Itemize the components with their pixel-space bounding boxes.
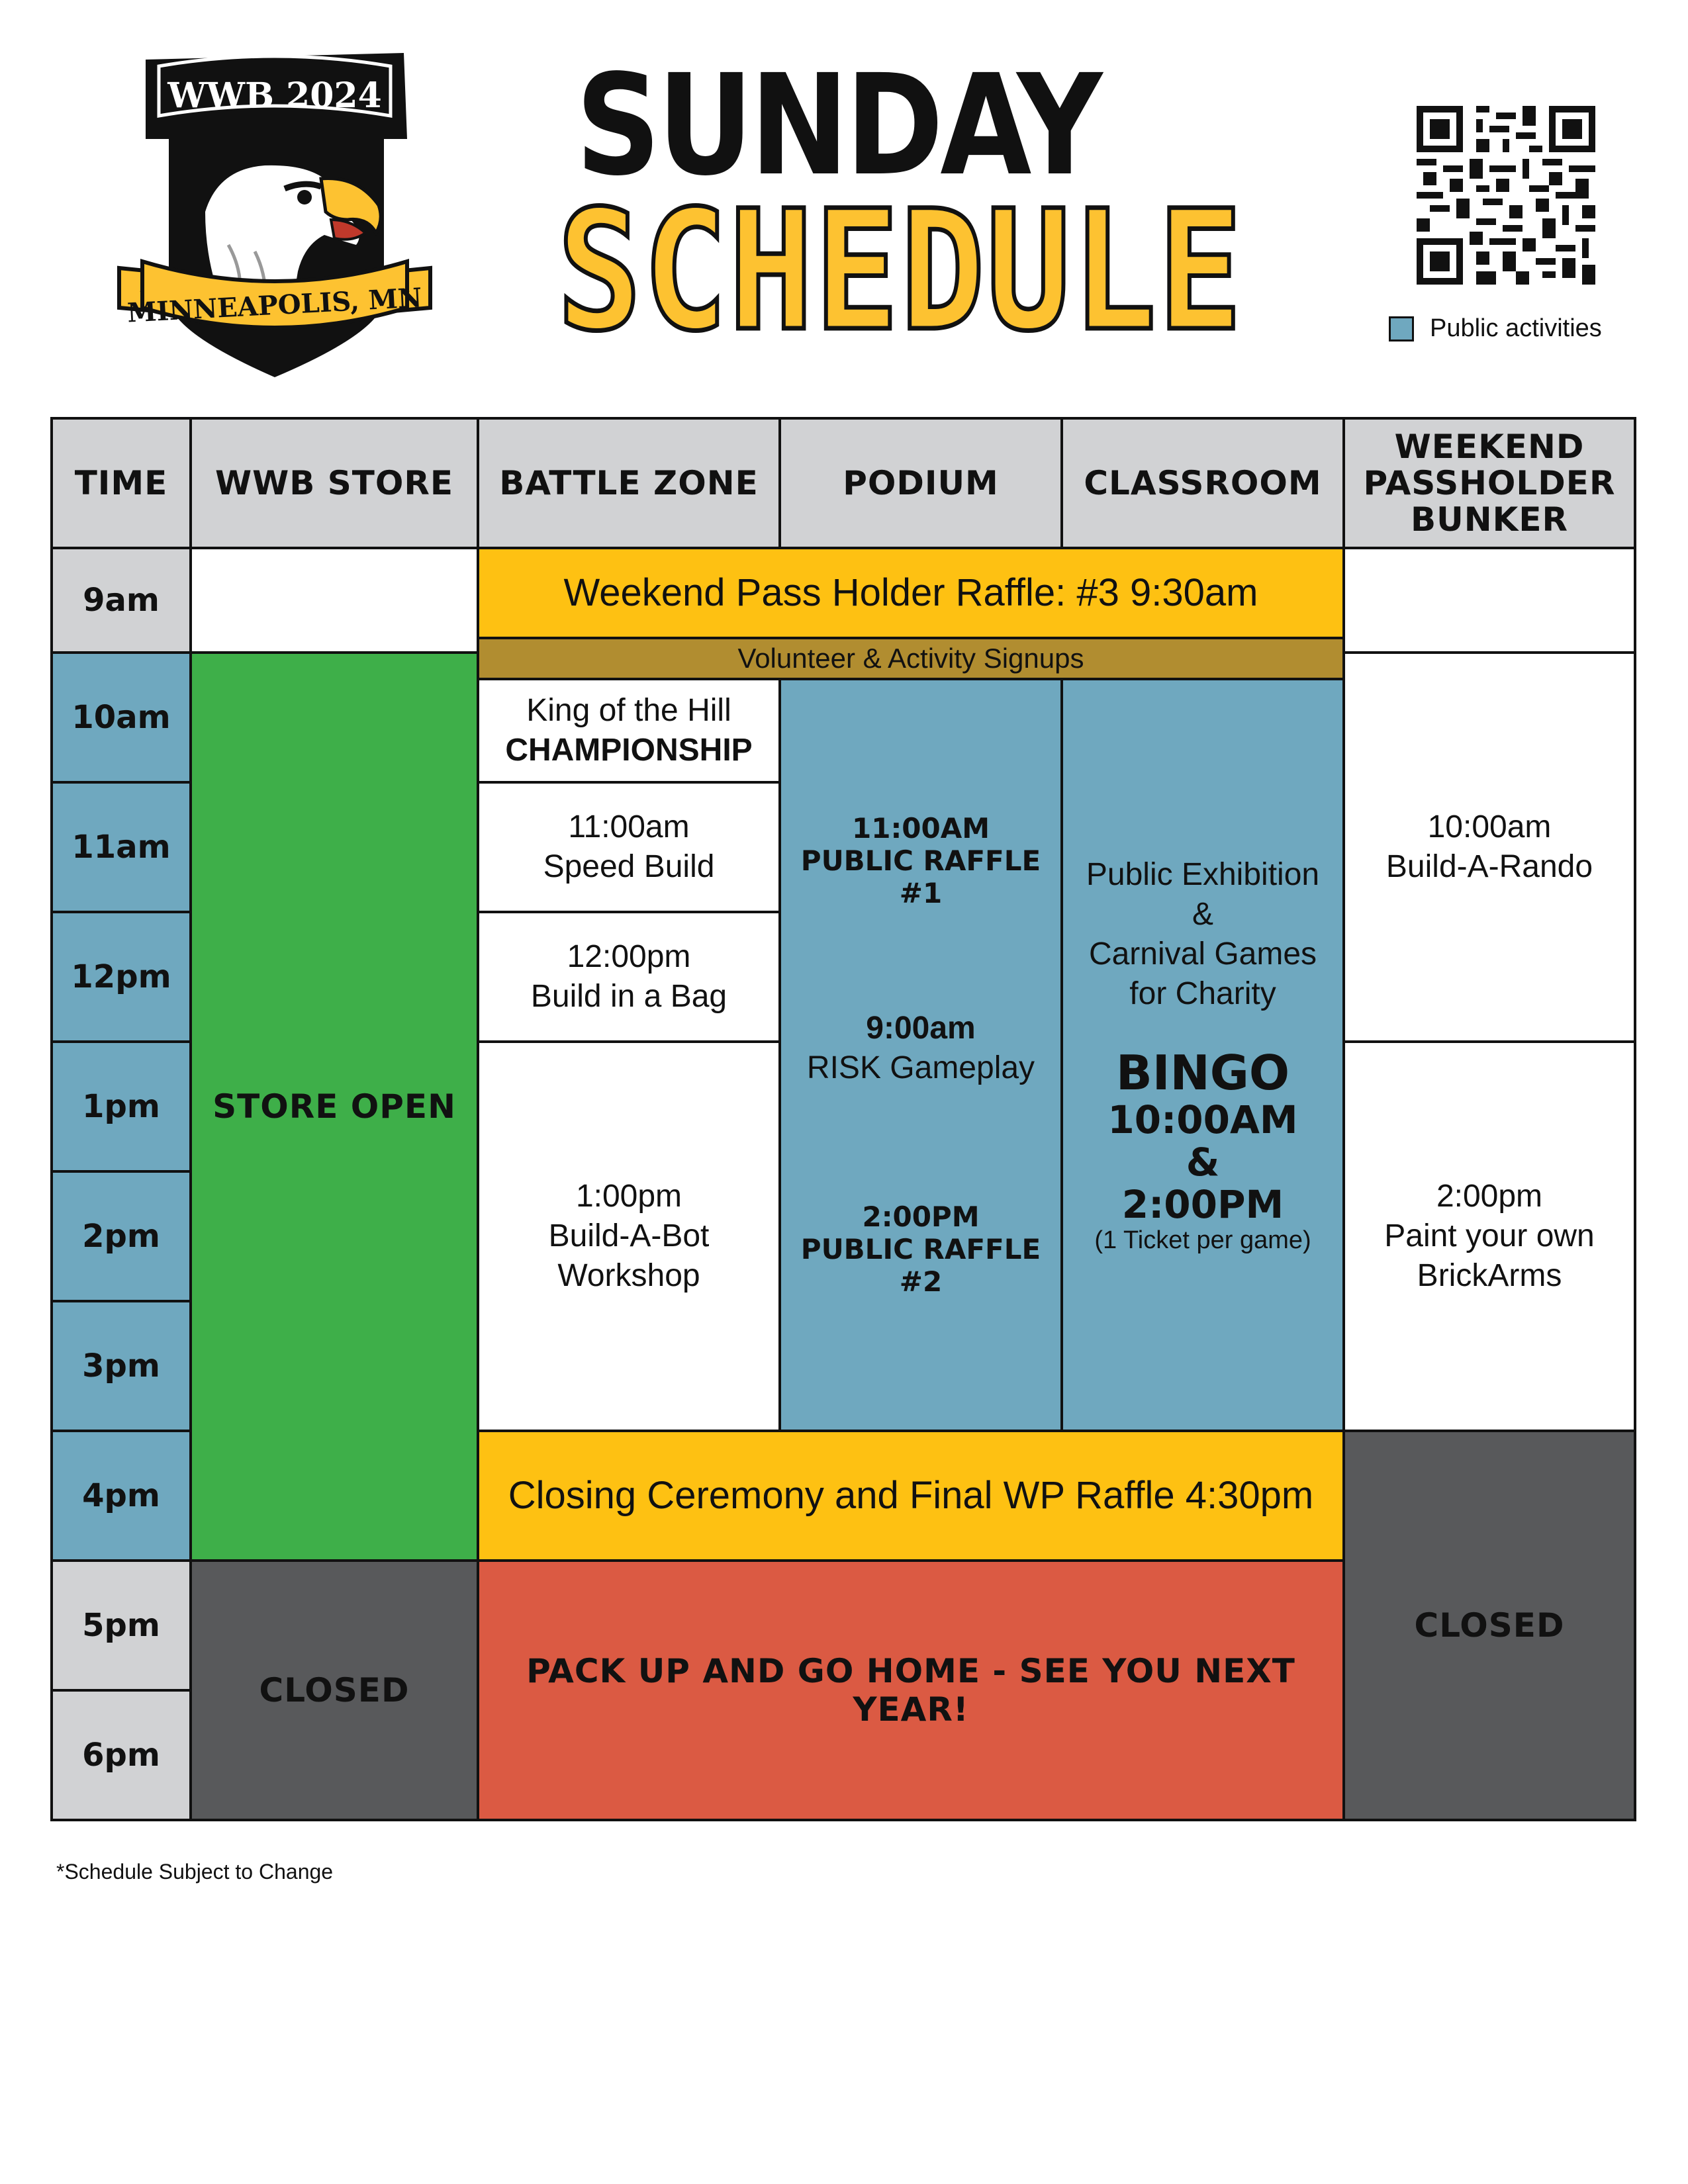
title-sunday: SUNDAY [575, 44, 1100, 206]
footnote: *Schedule Subject to Change [56, 1860, 334, 1884]
time-4pm: 4pm [50, 1430, 192, 1562]
paint-line2: BrickArms [1417, 1258, 1562, 1293]
header-wwb-store: WWB STORE [189, 417, 479, 549]
pack-up-go-home: PACK UP AND GO HOME - SEE YOU NEXT YEAR! [477, 1559, 1345, 1821]
classroom-line2: & [1192, 897, 1213, 933]
build-a-rando-name: Build-A-Rando [1385, 849, 1593, 884]
build-in-a-bag-name: Build in a Bag [530, 979, 727, 1014]
bingo-time-2: 2:00PM [1121, 1181, 1284, 1227]
king-of-the-hill-line2: CHAMPIONSHIP [505, 733, 753, 768]
build-a-bot-workshop [477, 1040, 781, 1432]
bunker-empty-9am [1342, 547, 1636, 654]
time-6pm: 6pm [50, 1689, 192, 1821]
weekend-pass-raffle-3: Weekend Pass Holder Raffle: #3 9:30am [477, 547, 1345, 639]
bingo-title: BINGO [1115, 1045, 1290, 1101]
speed-build [477, 781, 781, 913]
time-10am: 10am [50, 651, 192, 784]
header-time: TIME [50, 417, 192, 549]
podium-raffle-1-time: 11:00AM [852, 812, 990, 844]
header-podium: PODIUM [778, 417, 1063, 549]
podium-raffle-2-name: PUBLIC RAFFLE #2 [800, 1233, 1041, 1298]
king-of-the-hill [477, 678, 781, 784]
volunteer-signups: Volunteer & Activity Signups [477, 637, 1345, 680]
store-empty-9am [189, 547, 479, 654]
time-5pm: 5pm [50, 1559, 192, 1692]
header-weekend-passholder-bunker: WEEKEND PASSHOLDER BUNKER [1342, 417, 1636, 549]
time-3pm: 3pm [50, 1300, 192, 1432]
speed-build-name: Speed Build [543, 849, 715, 884]
build-a-rando-time: 10:00am [1427, 809, 1552, 844]
bingo-time-1: 10:00AM [1107, 1097, 1298, 1143]
build-a-rando [1342, 651, 1636, 1043]
time-2pm: 2pm [50, 1170, 192, 1302]
speed-build-time: 11:00am [568, 809, 690, 844]
paint-your-own-brickarms [1342, 1040, 1636, 1432]
podium-raffle-2-time: 2:00PM [862, 1201, 980, 1233]
store-closed: CLOSED [189, 1559, 479, 1821]
paint-line1: Paint your own [1384, 1218, 1595, 1253]
closing-ceremony: Closing Ceremony and Final WP Raffle 4:30pm [477, 1430, 1345, 1562]
bingo-note: (1 Ticket per game) [1094, 1226, 1311, 1254]
time-12pm: 12pm [50, 911, 192, 1043]
build-a-bot-time: 1:00pm [575, 1179, 682, 1214]
time-1pm: 1pm [50, 1040, 192, 1173]
classroom-line1: Public Exhibition [1086, 857, 1320, 893]
bunker-closed: CLOSED [1342, 1430, 1636, 1821]
legend-label: Public activities [1430, 314, 1602, 342]
time-11am: 11am [50, 781, 192, 913]
build-a-bot-line2: Workshop [557, 1258, 700, 1293]
king-of-the-hill-line1: King of the Hill [526, 693, 731, 728]
classroom-line4: for Charity [1129, 976, 1276, 1012]
build-in-a-bag [477, 911, 781, 1043]
podium-risk-time: 9:00am [866, 1011, 976, 1046]
bingo-ampersand: & [1186, 1140, 1220, 1185]
logo-top-text: WWB 2024 [167, 75, 382, 116]
paint-time: 2:00pm [1436, 1179, 1543, 1214]
title-schedule: SCHEDULE [557, 175, 1244, 367]
classroom-line3: Carnival Games [1088, 936, 1317, 972]
time-9am: 9am [50, 547, 192, 654]
header-classroom: CLASSROOM [1060, 417, 1345, 549]
podium-risk-name: RISK Gameplay [806, 1050, 1035, 1085]
build-in-a-bag-time: 12:00pm [567, 939, 691, 974]
header-battle-zone: BATTLE ZONE [477, 417, 781, 549]
podium-public-block [778, 678, 1063, 1432]
logo-banner-text: MINNEAPOLIS, MN [126, 282, 423, 329]
podium-raffle-1-name: PUBLIC RAFFLE #1 [800, 844, 1041, 909]
store-open: STORE OPEN [189, 651, 479, 1562]
classroom-public-block [1060, 678, 1345, 1432]
build-a-bot-line1: Build-A-Bot [548, 1218, 710, 1253]
